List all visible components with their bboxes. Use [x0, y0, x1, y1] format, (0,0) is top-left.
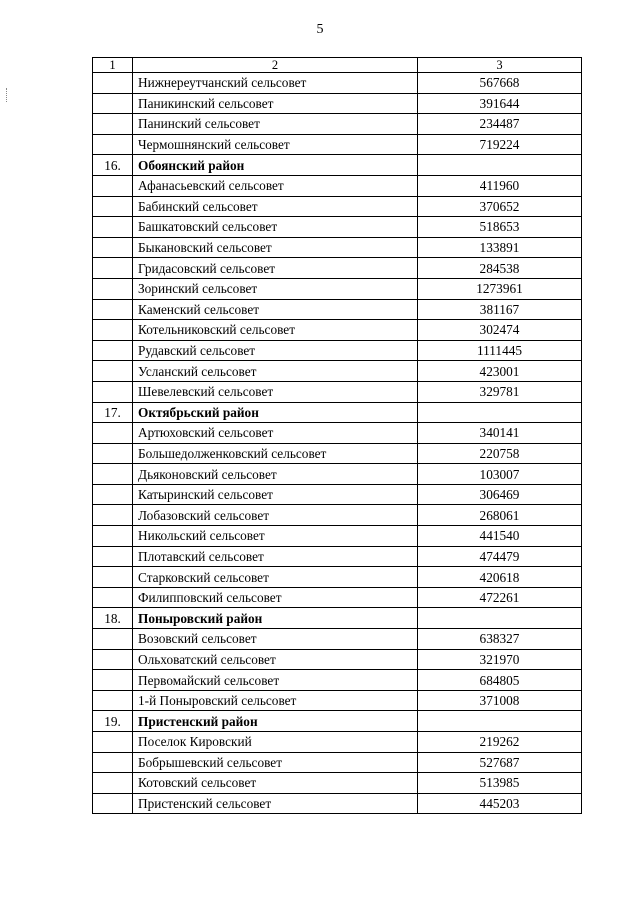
amount-value: 133891 — [418, 237, 582, 258]
table-row — [93, 361, 582, 382]
table-row — [93, 196, 582, 217]
amount-value — [418, 608, 582, 629]
table-row — [93, 526, 582, 547]
council-name: Ольховатский сельсовет — [133, 649, 418, 670]
table-row — [93, 73, 582, 94]
table-row — [93, 175, 582, 196]
district-row — [93, 402, 582, 423]
table-row — [93, 320, 582, 341]
council-name: Паникинский сельсовет — [133, 93, 418, 114]
page-number: 5 — [316, 22, 324, 37]
table-row — [93, 423, 582, 444]
council-name: Дьяконовский сельсовет — [133, 464, 418, 485]
table-row — [93, 464, 582, 485]
amount-value — [418, 711, 582, 732]
district-name: Пристенский район — [133, 711, 418, 732]
row-number — [93, 73, 133, 94]
council-name: Бобрышевский сельсовет — [133, 752, 418, 773]
row-number — [93, 93, 133, 114]
row-number — [93, 196, 133, 217]
council-name: Башкатовский сельсовет — [133, 217, 418, 238]
row-number: 17. — [93, 402, 133, 423]
table-row — [93, 670, 582, 691]
council-name: Шевелевский сельсовет — [133, 381, 418, 402]
header-col-1: 1 — [93, 58, 133, 73]
table-row — [93, 793, 582, 814]
table-row — [93, 299, 582, 320]
council-name: 1-й Поныровский сельсовет — [133, 690, 418, 711]
table-row — [93, 649, 582, 670]
table-row — [93, 258, 582, 279]
row-number — [93, 423, 133, 444]
row-number — [93, 340, 133, 361]
amount-value: 411960 — [418, 175, 582, 196]
row-number — [93, 752, 133, 773]
row-number — [93, 587, 133, 608]
council-name: Старковский сельсовет — [133, 567, 418, 588]
amount-value: 391644 — [418, 93, 582, 114]
budget-table — [92, 57, 582, 814]
district-name: Обоянский район — [133, 155, 418, 176]
header-col-2: 2 — [133, 58, 418, 73]
amount-value: 567668 — [418, 73, 582, 94]
table-row — [93, 732, 582, 753]
table-row — [93, 114, 582, 135]
amount-value: 302474 — [418, 320, 582, 341]
council-name: Быкановский сельсовет — [133, 237, 418, 258]
header-col-3: 3 — [418, 58, 582, 73]
district-row — [93, 608, 582, 629]
margin-mark — [6, 88, 8, 102]
amount-value: 371008 — [418, 690, 582, 711]
amount-value: 423001 — [418, 361, 582, 382]
council-name: Усланский сельсовет — [133, 361, 418, 382]
amount-value: 306469 — [418, 484, 582, 505]
council-name: Нижнереутчанский сельсовет — [133, 73, 418, 94]
row-number — [93, 526, 133, 547]
district-row — [93, 155, 582, 176]
row-number — [93, 649, 133, 670]
table-row — [93, 443, 582, 464]
council-name: Чермошнянский сельсовет — [133, 134, 418, 155]
council-name: Гридасовский сельсовет — [133, 258, 418, 279]
table-row — [93, 752, 582, 773]
amount-value: 234487 — [418, 114, 582, 135]
council-name: Панинский сельсовет — [133, 114, 418, 135]
amount-value: 329781 — [418, 381, 582, 402]
district-name: Поныровский район — [133, 608, 418, 629]
amount-value: 518653 — [418, 217, 582, 238]
council-name: Зоринский сельсовет — [133, 278, 418, 299]
council-name: Афанасьевский сельсовет — [133, 175, 418, 196]
row-number — [93, 320, 133, 341]
row-number — [93, 629, 133, 650]
row-number — [93, 732, 133, 753]
table-row — [93, 690, 582, 711]
council-name: Никольский сельсовет — [133, 526, 418, 547]
amount-value: 472261 — [418, 587, 582, 608]
amount-value — [418, 402, 582, 423]
council-name: Возовский сельсовет — [133, 629, 418, 650]
amount-value: 1273961 — [418, 278, 582, 299]
row-number — [93, 175, 133, 196]
table-body — [93, 73, 582, 814]
table-row — [93, 773, 582, 794]
row-number: 16. — [93, 155, 133, 176]
council-name: Большедолженковский сельсовет — [133, 443, 418, 464]
table-row — [93, 567, 582, 588]
table-row — [93, 134, 582, 155]
council-name: Артюховский сельсовет — [133, 423, 418, 444]
row-number — [93, 278, 133, 299]
row-number — [93, 464, 133, 485]
amount-value — [418, 155, 582, 176]
council-name: Пристенский сельсовет — [133, 793, 418, 814]
row-number — [93, 258, 133, 279]
row-number — [93, 773, 133, 794]
amount-value: 220758 — [418, 443, 582, 464]
row-number — [93, 670, 133, 691]
row-number — [93, 690, 133, 711]
row-number — [93, 567, 133, 588]
amount-value: 370652 — [418, 196, 582, 217]
council-name: Поселок Кировский — [133, 732, 418, 753]
council-name: Рудавский сельсовет — [133, 340, 418, 361]
amount-value: 381167 — [418, 299, 582, 320]
row-number — [93, 361, 133, 382]
table-row — [93, 505, 582, 526]
amount-value: 441540 — [418, 526, 582, 547]
row-number — [93, 381, 133, 402]
council-name: Лобазовский сельсовет — [133, 505, 418, 526]
amount-value: 527687 — [418, 752, 582, 773]
council-name: Котельниковский сельсовет — [133, 320, 418, 341]
amount-value: 340141 — [418, 423, 582, 444]
row-number — [93, 217, 133, 238]
amount-value: 719224 — [418, 134, 582, 155]
table-row — [93, 381, 582, 402]
amount-value: 284538 — [418, 258, 582, 279]
row-number — [93, 237, 133, 258]
table-row — [93, 237, 582, 258]
amount-value: 474479 — [418, 546, 582, 567]
district-name: Октябрьский район — [133, 402, 418, 423]
table-row — [93, 484, 582, 505]
council-name: Котовский сельсовет — [133, 773, 418, 794]
table-row — [93, 629, 582, 650]
council-name: Каменский сельсовет — [133, 299, 418, 320]
row-number — [93, 793, 133, 814]
amount-value: 684805 — [418, 670, 582, 691]
council-name: Бабинский сельсовет — [133, 196, 418, 217]
amount-value: 420618 — [418, 567, 582, 588]
amount-value: 513985 — [418, 773, 582, 794]
amount-value: 219262 — [418, 732, 582, 753]
district-row — [93, 711, 582, 732]
row-number — [93, 546, 133, 567]
table-row — [93, 93, 582, 114]
row-number: 19. — [93, 711, 133, 732]
amount-value: 1111445 — [418, 340, 582, 361]
row-number: 18. — [93, 608, 133, 629]
row-number — [93, 484, 133, 505]
amount-value: 638327 — [418, 629, 582, 650]
row-number — [93, 134, 133, 155]
council-name: Катыринский сельсовет — [133, 484, 418, 505]
table-row — [93, 217, 582, 238]
row-number — [93, 299, 133, 320]
table-row — [93, 587, 582, 608]
row-number — [93, 443, 133, 464]
table-row — [93, 340, 582, 361]
amount-value: 103007 — [418, 464, 582, 485]
council-name: Плотавский сельсовет — [133, 546, 418, 567]
council-name: Филипповский сельсовет — [133, 587, 418, 608]
table-row — [93, 546, 582, 567]
row-number — [93, 114, 133, 135]
amount-value: 268061 — [418, 505, 582, 526]
row-number — [93, 505, 133, 526]
amount-value: 445203 — [418, 793, 582, 814]
amount-value: 321970 — [418, 649, 582, 670]
table-row — [93, 278, 582, 299]
table-header-row — [93, 58, 582, 73]
council-name: Первомайский сельсовет — [133, 670, 418, 691]
